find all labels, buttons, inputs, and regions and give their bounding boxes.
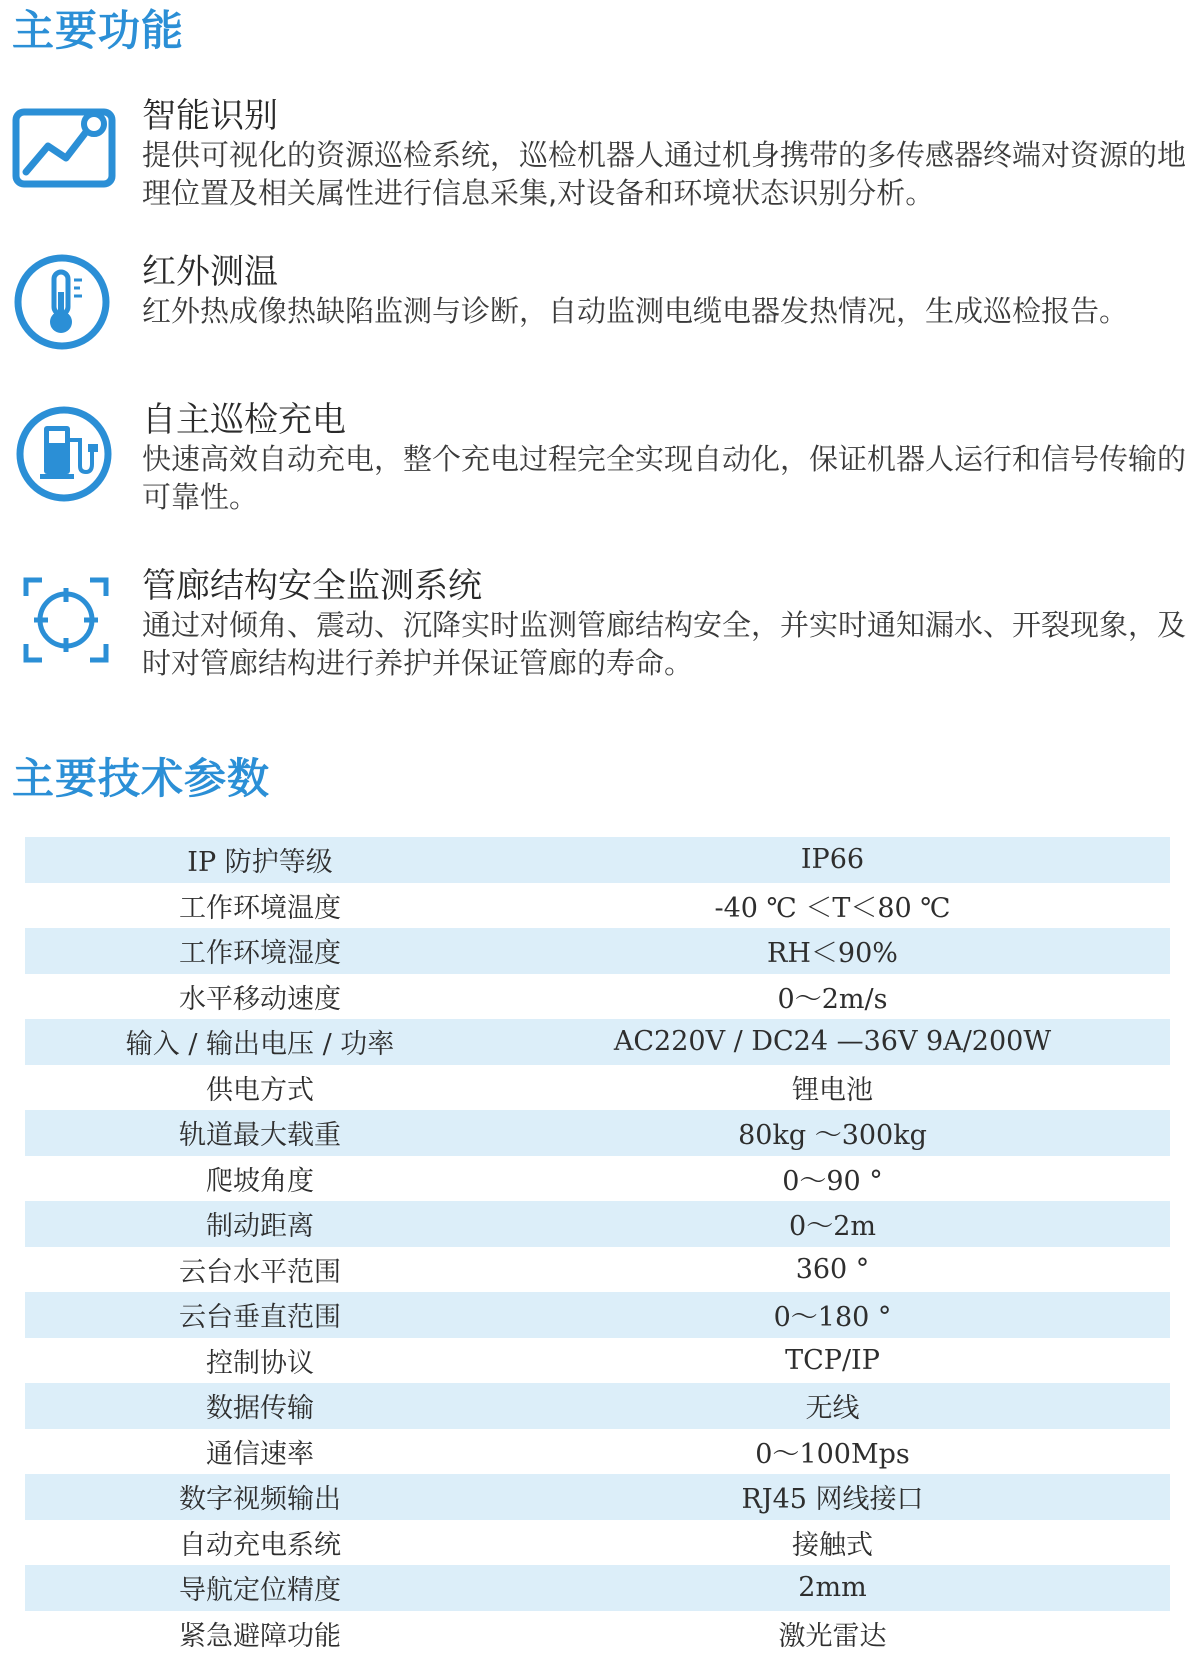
- spec-row: [25, 1019, 1170, 1065]
- spec-value: 0～180 °: [495, 1292, 1170, 1338]
- spec-value: 无线: [495, 1383, 1170, 1429]
- spec-value: 80kg ～300kg: [495, 1110, 1170, 1156]
- spec-table: [25, 837, 1170, 1656]
- charging-station-icon: [12, 400, 120, 508]
- spec-name: 输入 / 输出电压 / 功率: [25, 1019, 495, 1065]
- spec-row: [25, 1201, 1170, 1247]
- spec-value: 0～2m: [495, 1201, 1170, 1247]
- spec-name: 水平移动速度: [179, 983, 341, 1015]
- spec-value: TCP/IP: [785, 1344, 880, 1376]
- thermometer-icon: [12, 252, 120, 360]
- spec-name: 通信速率: [206, 1438, 314, 1470]
- feature-description: 通过对倾角、震动、沉降实时监测管廊结构安全，并实时通知漏水、开裂现象，及时对管廊结构进行养护并保证管廊的寿命。: [142, 608, 1187, 680]
- spec-name: 云台垂直范围: [25, 1292, 495, 1338]
- spec-value: 0～90 °: [782, 1165, 883, 1197]
- spec-row: [25, 1065, 1170, 1111]
- feature-title: 管廊结构安全监测系统: [142, 566, 482, 606]
- spec-value: 接触式: [792, 1529, 873, 1561]
- spec-value: 0～100Mps: [755, 1438, 910, 1470]
- spec-name: 控制协议: [206, 1347, 314, 1379]
- spec-row: [25, 1565, 1170, 1611]
- spec-row: [25, 974, 1170, 1020]
- spec-name: 轨道最大载重: [25, 1110, 495, 1156]
- spec-name: 自动充电系统: [179, 1529, 341, 1561]
- spec-value: AC220V / DC24 —36V 9A/200W: [495, 1019, 1170, 1065]
- spec-row: [25, 928, 1170, 974]
- trend-chart-icon: [12, 96, 120, 204]
- spec-value: 激光雷达: [778, 1620, 887, 1652]
- feature-description: 提供可视化的资源巡检系统，巡检机器人通过机身携带的多传感器终端对资源的地理位置及相关属性进行信息采集,对设备和环境状态识别分析。: [142, 138, 1187, 210]
- spec-row: [25, 1383, 1170, 1429]
- spec-row: [25, 1292, 1170, 1338]
- feature-title: 智能识别: [142, 96, 278, 136]
- specs-section-title: 主要技术参数: [12, 754, 271, 803]
- spec-value: RH＜90%: [495, 928, 1170, 974]
- feature-description: 红外热成像热缺陷监测与诊断，自动监测电缆电器发热情况，生成巡检报告。: [142, 294, 1129, 328]
- spec-name: IP 防护等级: [25, 837, 495, 883]
- spec-name: 紧急避障功能: [179, 1620, 341, 1652]
- features-section-title: 主要功能: [12, 6, 185, 55]
- spec-row: [25, 1338, 1170, 1384]
- feature-title: 红外测温: [142, 252, 278, 292]
- spec-name: 数据传输: [25, 1383, 495, 1429]
- spec-row: [25, 1611, 1170, 1657]
- spec-name: 供电方式: [206, 1074, 314, 1106]
- spec-value: -40 ℃ ＜T＜80 ℃: [714, 892, 951, 924]
- spec-name: 数字视频输出: [25, 1474, 495, 1520]
- spec-value: IP66: [495, 837, 1170, 883]
- spec-row: [25, 1110, 1170, 1156]
- spec-value: 2mm: [495, 1565, 1170, 1611]
- spec-row: [25, 1429, 1170, 1475]
- spec-name: 云台水平范围: [179, 1256, 341, 1288]
- spec-row: [25, 883, 1170, 929]
- spec-value: RJ45 网线接口: [495, 1474, 1170, 1520]
- feature-description: 快速高效自动充电，整个充电过程完全实现自动化，保证机器人运行和信号传输的可靠性。: [142, 442, 1187, 514]
- spec-name: 导航定位精度: [25, 1565, 495, 1611]
- spec-value: 360 °: [795, 1253, 870, 1285]
- spec-value: 锂电池: [792, 1074, 873, 1106]
- spec-row: [25, 1474, 1170, 1520]
- spec-row: [25, 1520, 1170, 1566]
- spec-name: 工作环境湿度: [25, 928, 495, 974]
- spec-row: [25, 1156, 1170, 1202]
- spec-name: 工作环境温度: [179, 892, 341, 924]
- spec-row: [25, 837, 1170, 883]
- feature-title: 自主巡检充电: [142, 400, 346, 440]
- spec-value: 0～2m/s: [777, 983, 888, 1015]
- spec-name: 制动距离: [25, 1201, 495, 1247]
- spec-name: 爬坡角度: [206, 1165, 314, 1197]
- target-focus-icon: [12, 566, 120, 674]
- spec-row: [25, 1247, 1170, 1293]
